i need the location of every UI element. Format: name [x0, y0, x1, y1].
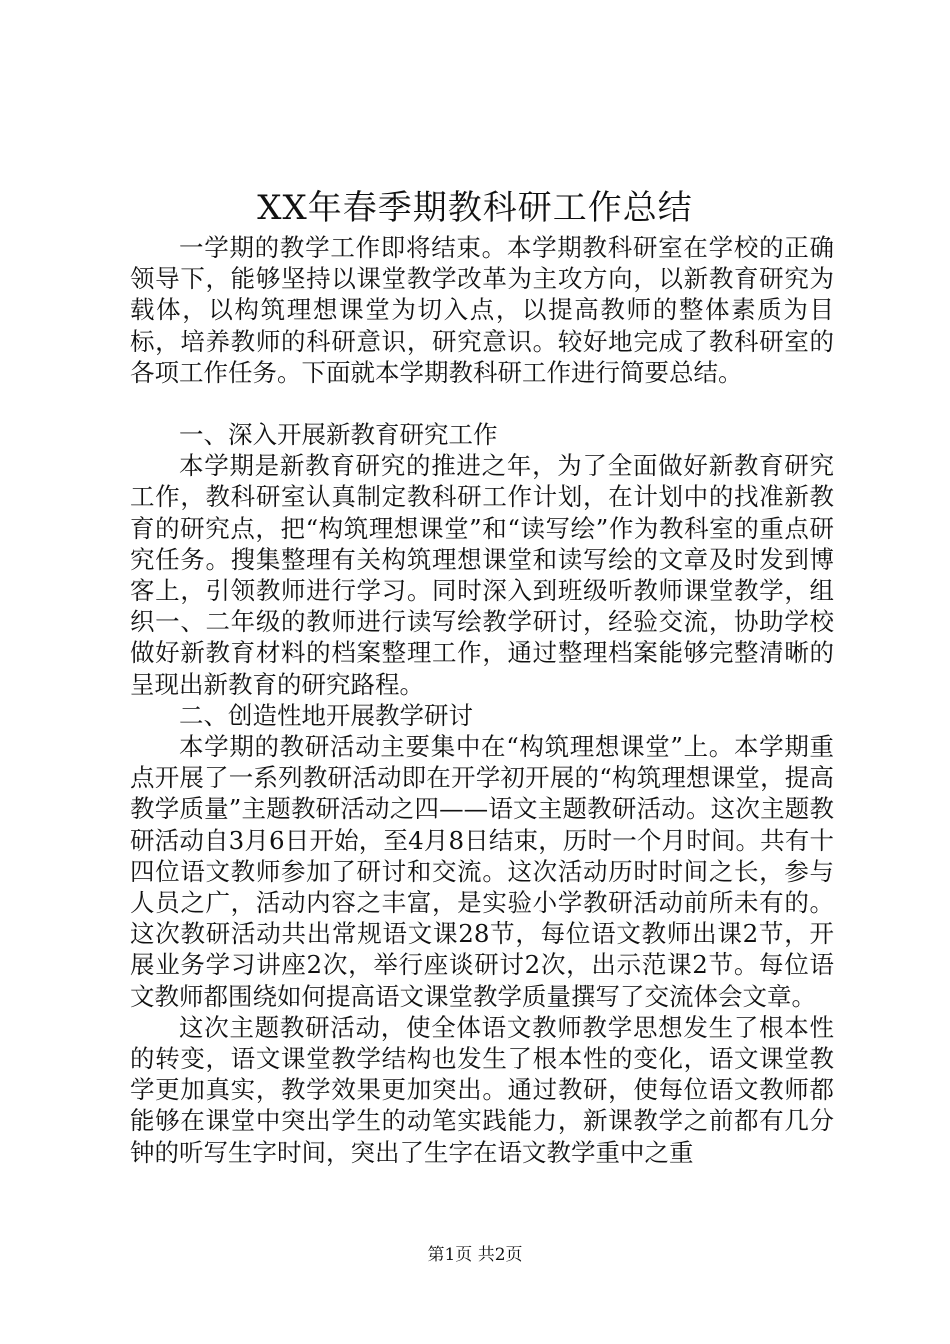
section-1-paragraph: 本学期是新教育研究的推进之年，为了全面做好新教育研究工作，教科研室认真制定教科研工作计划，在计划中的找准新教育的研究点，把“构筑理想课堂”和“读写绘”作为教科室的重点研究任务。搜集整理有关构筑理想课堂和读写绘的文章及时发到博客上，引领教师进行学习。同时深入到班级听教师课堂教学，组织一、二年级的教师进行读写绘教学研讨，经验交流，协助学校做好新教育材料的档案整理工作，通过整理档案能够完整清晰的呈现出新教育的研究路程。 — [130, 451, 834, 699]
section-heading-2: 二、创造性地开展教学研讨 — [179, 700, 473, 730]
page-footer: 第1页 共2页 — [427, 1245, 523, 1265]
section-2-paragraph-2: 这次主题教研活动，使全体语文教师教学思想发生了根本性的转变，语文课堂教学结构也发生了根本性的变化，语文课堂教学更加真实，教学效果更加突出。通过教研，使每位语文教师都能够在课堂中突出学生的动笔实践能力，新课教学之前都有几分钟的听写生字时间，突出了生字在语文教学重中之重 — [130, 1012, 834, 1167]
section-heading-1: 一、深入开展新教育研究工作 — [179, 420, 498, 450]
document-body — [130, 232, 834, 1168]
document-title: XX年春季期教科研工作总结 — [257, 188, 693, 228]
section-2-paragraph-1: 本学期的教研活动主要集中在“构筑理想课堂”上。本学期重点开展了一系列教研活动即在开学初开展的“构筑理想课堂，提高教学质量”主题教研活动之四——语文主题教研活动。这次主题教研活动自3月6日开始，至4月8日结束，历时一个月时间。共有十四位语文教师参加了研讨和交流。这次活动历时时间之长，参与人员之广，活动内容之丰富，是实验小学教研活动前所未有的。这次教研活动共出常规语文课28节，每位语文教师出课2节，开展业务学习讲座2次，举行座谈研讨2次，出示范课2节。每位语文教师都围绕如何提高语文课堂教学质量撰写了交流体会文章。 — [130, 732, 834, 1011]
intro-paragraph: 一学期的教学工作即将结束。本学期教科研室在学校的正确领导下，能够坚持以课堂教学改革为主攻方向，以新教育研究为载体，以构筑理想课堂为切入点，以提高教师的整体素质为目标，培养教师的科研意识，研究意识。较好地完成了教科研室的各项工作任务。下面就本学期教科研工作进行简要总结。 — [130, 233, 834, 387]
